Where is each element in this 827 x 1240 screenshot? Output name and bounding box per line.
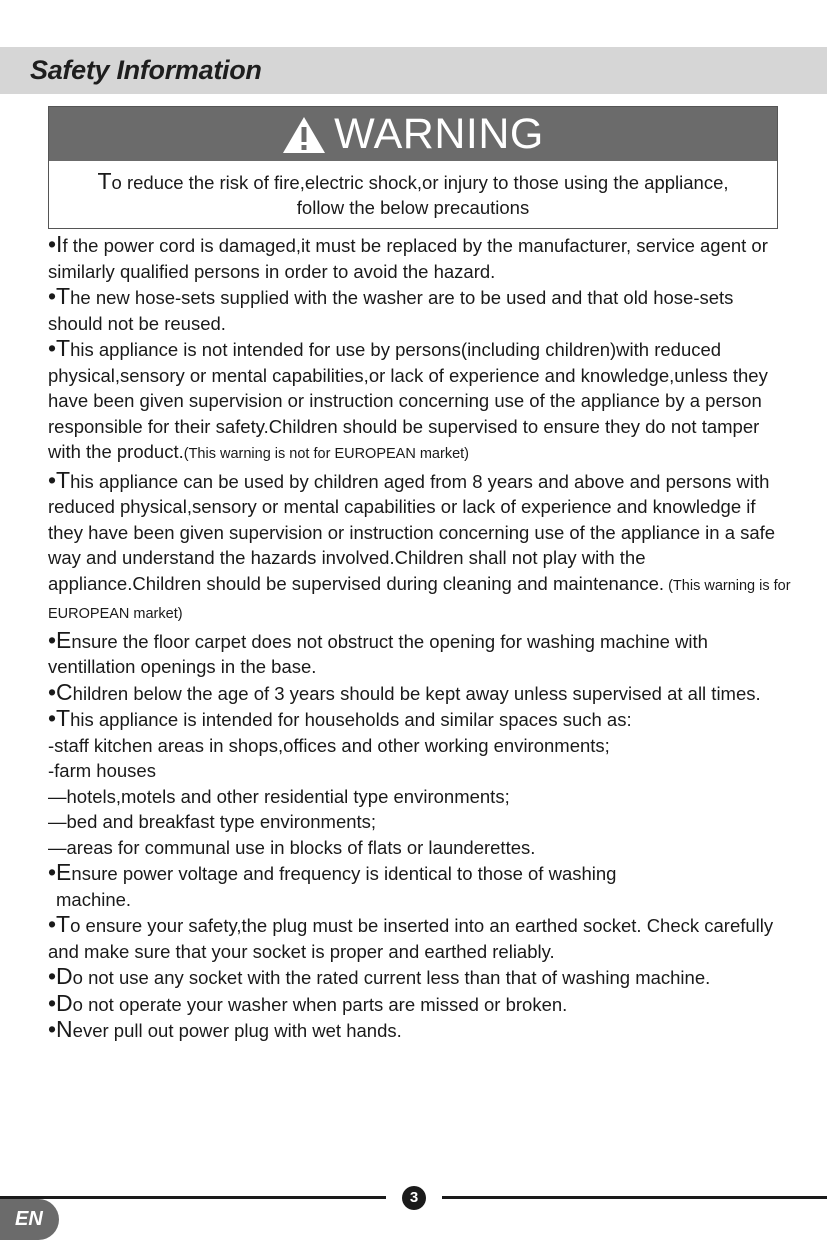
list-item bbox=[48, 991, 793, 1018]
sub-list-item: -staff kitchen areas in shops,offices and other working environments; bbox=[48, 734, 610, 756]
warning-box bbox=[48, 106, 778, 229]
precautions-list bbox=[48, 232, 793, 1044]
list-item bbox=[48, 860, 793, 887]
item-initial: •D bbox=[48, 989, 73, 1016]
item-text: his appliance can be used by children aged from 8 years and above and persons with reduced physical,sensory or mental capabilities or lack of experience and knowledge if they have been given supervision or instruction concerning use of the appliance in a safe way and understand the hazards involved.Children shall not play with the appliance.Children should be supervised during cleaning and maintenance. bbox=[48, 470, 776, 594]
item-initial: •E bbox=[48, 859, 72, 885]
item-text: nsure the floor carpet does not obstruct the opening for washing machine with ventillation openings in the base. bbox=[48, 630, 708, 677]
page-title: Safety Information bbox=[30, 55, 262, 85]
market-note: (This warning is not for EUROPEAN market) bbox=[183, 446, 469, 462]
item-initial: •C bbox=[48, 678, 73, 705]
item-text: his appliance is not intended for use by persons(including children)with reduced physical,sensory or mental capabilities,or lack of experience and knowledge,unless they have been given supervision or instruction concerning use of the appliance by a person responsible for their safety.Children should be supervised to ensure they do not tamper with the product. bbox=[48, 339, 768, 462]
list-item bbox=[48, 1017, 793, 1044]
language-tab: EN bbox=[0, 1199, 59, 1240]
item-initial: •T bbox=[48, 466, 71, 493]
list-item bbox=[48, 628, 793, 680]
footer-rule-left bbox=[0, 1196, 386, 1199]
warning-line1-cap: T bbox=[97, 168, 112, 194]
list-item bbox=[48, 336, 793, 468]
warning-line2: follow the below precautions bbox=[296, 197, 530, 218]
list-item bbox=[48, 964, 793, 991]
warning-line1: o reduce the risk of fire,electric shock,or injury to those using the appliance, bbox=[111, 172, 729, 193]
list-item bbox=[48, 284, 793, 336]
item-text: hildren below the age of 3 years should be kept away unless supervised at all times. bbox=[72, 682, 761, 704]
item-text: o ensure your safety,the plug must be inserted into an earthed socket. Check carefully and make sure that your socket is proper and earthed reliably. bbox=[48, 915, 774, 962]
item-text: nsure power voltage and frequency is identical to those of washing bbox=[71, 863, 617, 884]
sub-list-item: —hotels,motels and other residential type environments; bbox=[48, 785, 510, 807]
item-text: ever pull out power plug with wet hands. bbox=[72, 1020, 402, 1041]
page-number: 3 bbox=[402, 1186, 426, 1210]
item-text: his appliance is intended for households and similar spaces such as: bbox=[70, 709, 632, 730]
list-item bbox=[48, 912, 793, 964]
list-item bbox=[48, 232, 793, 284]
item-text: o not use any socket with the rated current less than that of washing machine. bbox=[72, 967, 711, 988]
item-initial: •D bbox=[48, 963, 73, 989]
warning-title: WARNING bbox=[334, 110, 544, 158]
list-item bbox=[48, 706, 793, 733]
item-initial: •T bbox=[48, 911, 71, 937]
item-continuation: machine. bbox=[56, 888, 132, 910]
warning-triangle-icon bbox=[282, 115, 326, 155]
sub-list-item: -farm houses bbox=[48, 760, 156, 781]
item-initial: •N bbox=[48, 1016, 73, 1042]
item-initial: •T bbox=[48, 335, 71, 361]
footer-rule-right bbox=[442, 1196, 827, 1199]
item-text: f the power cord is damaged,it must be replaced by the manufacturer, service agent or similarly qualified persons in order to avoid the hazard. bbox=[48, 235, 768, 282]
market-note: (This warning is for EUROPEAN market) bbox=[48, 577, 791, 622]
list-item bbox=[48, 680, 793, 707]
item-initial: •T bbox=[48, 283, 71, 309]
sub-list-item: —bed and breakfast type environments; bbox=[48, 811, 377, 832]
list-item bbox=[48, 468, 793, 628]
item-initial: •E bbox=[48, 626, 72, 653]
sub-list-item: —areas for communal use in blocks of flats or launderettes. bbox=[48, 836, 536, 858]
item-text: he new hose-sets supplied with the washer are to be used and that old hose-sets should not be reused. bbox=[48, 287, 734, 334]
warning-bar bbox=[49, 107, 777, 161]
item-text: o not operate your washer when parts are missed or broken. bbox=[72, 993, 568, 1015]
item-initial: •T bbox=[48, 705, 71, 731]
item-initial: •I bbox=[48, 231, 63, 257]
warning-text bbox=[49, 161, 777, 220]
